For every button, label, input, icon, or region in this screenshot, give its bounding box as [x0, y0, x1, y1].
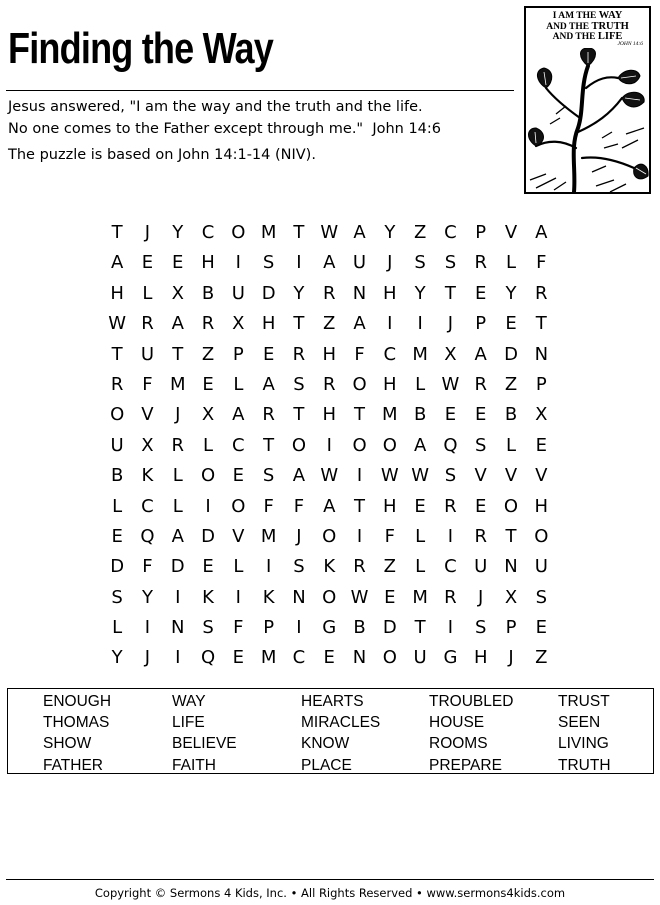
grid-letter[interactable]: I — [387, 313, 393, 335]
word-list-column — [43, 691, 111, 776]
grid-letter[interactable]: R — [110, 373, 124, 395]
grid-letter[interactable]: V — [535, 465, 548, 487]
grid-letter[interactable]: C — [292, 647, 306, 669]
grid-row — [102, 522, 556, 552]
grid-letter[interactable]: V — [141, 404, 154, 426]
grid-letter[interactable]: I — [265, 556, 272, 578]
grid-letter[interactable]: M — [260, 222, 277, 243]
grid-letter[interactable]: O — [382, 647, 397, 669]
grid-letter[interactable]: R — [322, 282, 336, 304]
grid-letter[interactable]: E — [535, 617, 547, 639]
grid-letter[interactable]: F — [142, 556, 153, 578]
grid-letter[interactable]: Z — [201, 343, 215, 365]
grid-letter[interactable]: E — [232, 647, 245, 669]
grid-letter[interactable]: S — [444, 252, 457, 274]
grid-letter[interactable]: J — [508, 647, 514, 669]
word-search-grid — [102, 218, 556, 674]
grid-letter[interactable]: I — [296, 252, 302, 274]
grid-row — [102, 461, 556, 491]
grid-letter[interactable]: Q — [443, 434, 458, 456]
grid-letter[interactable]: E — [444, 404, 457, 426]
grid-letter[interactable]: R — [474, 373, 487, 395]
grid-letter[interactable]: E — [111, 525, 123, 547]
grid-letter[interactable]: W — [320, 222, 339, 243]
page-title: Finding the Way — [8, 24, 273, 73]
grid-letter[interactable]: O — [291, 434, 307, 456]
grid-letter[interactable]: K — [202, 586, 214, 608]
grid-letter[interactable]: Y — [172, 222, 184, 243]
grid-letter[interactable]: E — [475, 282, 487, 304]
grid-letter[interactable]: F — [263, 495, 274, 517]
grid-letter[interactable]: T — [293, 313, 305, 335]
grid-letter[interactable]: H — [261, 313, 276, 335]
grid-letter[interactable]: S — [202, 617, 214, 639]
grid-letter[interactable]: T — [111, 222, 123, 243]
grid-letter[interactable]: H — [383, 495, 397, 517]
grid-letter[interactable]: S — [474, 434, 487, 456]
grid-letter[interactable]: I — [326, 434, 332, 456]
grid-row — [102, 492, 556, 522]
grid-letter[interactable]: T — [535, 313, 547, 335]
grid-letter[interactable]: C — [444, 556, 457, 578]
word-list-item: WAY — [172, 693, 206, 710]
grid-letter[interactable]: E — [232, 465, 245, 487]
grid-letter[interactable]: J — [144, 222, 151, 243]
word-list-item: SEEN — [558, 714, 601, 732]
footer-divider — [6, 879, 654, 880]
grid-letter[interactable]: X — [504, 586, 518, 608]
grid-letter[interactable]: I — [205, 495, 211, 517]
grid-letter[interactable]: I — [356, 525, 363, 547]
grid-letter[interactable]: I — [144, 617, 151, 639]
grid-letter[interactable]: R — [201, 313, 215, 335]
grid-letter[interactable]: E — [535, 434, 547, 456]
word-list-item: KNOW — [301, 735, 350, 753]
title-divider — [6, 90, 514, 91]
grid-letter[interactable]: F — [293, 495, 305, 517]
grid-letter[interactable]: A — [171, 525, 184, 547]
grid-letter[interactable]: G — [322, 617, 337, 639]
grid-letter[interactable]: M — [412, 586, 428, 608]
grid-letter[interactable]: I — [296, 617, 302, 639]
grid-letter[interactable]: L — [172, 495, 183, 517]
grid-letter[interactable]: P — [535, 373, 547, 395]
grid-letter[interactable]: O — [382, 434, 397, 456]
grid-letter[interactable]: C — [201, 222, 215, 243]
grid-letter[interactable]: X — [535, 404, 548, 426]
grid-letter[interactable]: J — [447, 313, 454, 335]
grid-letter[interactable]: V — [232, 525, 245, 547]
grid-letter[interactable]: C — [444, 222, 457, 243]
grid-letter[interactable]: W — [380, 465, 399, 487]
grid-letter[interactable]: P — [505, 617, 517, 639]
grid-letter[interactable]: K — [262, 586, 275, 608]
grid-letter[interactable]: T — [414, 617, 426, 639]
grid-letter[interactable]: A — [323, 495, 336, 517]
grid-letter[interactable]: Z — [413, 222, 427, 243]
grid-letter[interactable]: S — [262, 252, 275, 274]
grid-letter[interactable]: L — [415, 525, 426, 547]
grid-letter[interactable]: T — [354, 404, 366, 426]
grid-letter[interactable]: R — [444, 495, 457, 517]
grid-letter[interactable]: A — [262, 373, 275, 395]
grid-letter[interactable]: N — [352, 282, 367, 304]
grid-letter[interactable]: V — [504, 222, 518, 243]
grid-letter[interactable]: T — [354, 495, 366, 517]
word-list-item: BELIEVE — [172, 735, 237, 753]
grid-letter[interactable]: Y — [293, 282, 305, 304]
grid-letter[interactable]: M — [260, 525, 277, 547]
grid-letter[interactable]: T — [172, 343, 184, 365]
verse-line-1: Jesus answered, "I am the way and the truth and the life. — [8, 99, 423, 115]
logo-line2-text: AND THE — [546, 21, 592, 32]
grid-letter[interactable]: L — [142, 282, 153, 304]
grid-letter[interactable]: X — [171, 282, 184, 304]
grid-letter[interactable]: G — [443, 647, 458, 669]
grid-letter[interactable]: F — [354, 343, 365, 365]
grid-letter[interactable]: E — [323, 647, 335, 669]
grid-letter[interactable]: H — [473, 647, 488, 669]
vine-with-leaves-icon — [526, 48, 649, 192]
grid-letter[interactable]: Z — [383, 556, 396, 578]
grid-letter[interactable]: V — [504, 465, 518, 487]
grid-letter[interactable]: L — [233, 556, 244, 578]
grid-letter[interactable]: E — [384, 586, 396, 608]
grid-letter[interactable]: I — [235, 586, 241, 608]
grid-letter[interactable]: H — [534, 495, 549, 517]
grid-letter[interactable]: E — [262, 343, 275, 365]
grid-letter[interactable]: O — [534, 525, 549, 547]
grid-letter[interactable]: M — [169, 373, 186, 395]
grid-letter[interactable]: U — [534, 556, 548, 578]
grid-letter[interactable]: L — [415, 373, 426, 395]
grid-letter[interactable]: R — [322, 373, 336, 395]
grid-letter[interactable]: E — [475, 495, 487, 517]
grid-letter[interactable]: A — [413, 434, 427, 456]
grid-letter[interactable]: B — [110, 465, 124, 487]
grid-letter[interactable]: A — [535, 222, 548, 243]
grid-row — [102, 309, 556, 339]
grid-letter[interactable]: N — [171, 617, 185, 639]
grid-letter[interactable]: X — [232, 313, 245, 335]
grid-letter[interactable]: E — [475, 404, 487, 426]
grid-letter[interactable]: U — [140, 343, 155, 365]
logo-reference: JOHN 14:6 — [617, 41, 643, 47]
grid-letter[interactable]: L — [112, 617, 123, 639]
grid-letter[interactable]: T — [293, 222, 305, 243]
grid-letter[interactable]: B — [353, 617, 366, 639]
grid-row — [102, 370, 556, 400]
grid-letter[interactable]: D — [110, 556, 125, 578]
grid-letter[interactable]: Q — [200, 647, 216, 669]
grid-letter[interactable]: J — [478, 586, 484, 608]
grid-letter[interactable]: F — [384, 525, 395, 547]
grid-letter[interactable]: Q — [140, 525, 155, 547]
grid-letter[interactable]: O — [352, 373, 367, 395]
grid-letter[interactable]: I — [417, 313, 423, 335]
grid-letter[interactable]: X — [141, 434, 154, 456]
grid-letter[interactable]: R — [474, 252, 487, 274]
grid-letter[interactable]: M — [412, 343, 428, 365]
copyright-footer: Copyright © Sermons 4 Kids, Inc. • All Rights Reserved • www.sermons4kids.com — [94, 886, 566, 900]
grid-letter[interactable]: L — [172, 465, 183, 487]
grid-letter[interactable]: H — [383, 373, 397, 395]
grid-letter[interactable]: S — [444, 465, 457, 487]
grid-letter[interactable]: P — [475, 313, 487, 335]
grid-letter[interactable]: R — [353, 556, 366, 578]
grid-letter[interactable]: U — [231, 282, 245, 304]
scripture-verse — [8, 96, 441, 140]
grid-letter[interactable]: A — [474, 343, 487, 365]
grid-letter[interactable]: I — [356, 465, 363, 487]
grid-row — [102, 613, 556, 643]
logo-line2-emphasis: TRUTH — [591, 20, 629, 32]
grid-letter[interactable]: D — [261, 282, 276, 304]
grid-row — [102, 583, 556, 613]
grid-letter[interactable]: H — [201, 252, 215, 274]
word-list-column — [558, 691, 611, 776]
grid-row — [102, 552, 556, 582]
grid-letter[interactable]: R — [171, 434, 184, 456]
grid-letter[interactable]: J — [175, 404, 181, 426]
grid-letter[interactable]: O — [200, 465, 216, 487]
grid-letter[interactable]: E — [414, 495, 426, 517]
word-list-item: LIFE — [172, 714, 205, 732]
grid-letter[interactable]: R — [535, 282, 548, 304]
grid-letter[interactable]: S — [293, 373, 305, 395]
logo-line3-emphasis: LIFE — [597, 31, 623, 42]
grid-letter[interactable]: W — [441, 373, 460, 395]
grid-letter[interactable]: W — [350, 586, 369, 608]
grid-letter[interactable]: E — [505, 313, 517, 335]
grid-letter[interactable]: L — [112, 495, 123, 517]
grid-letter[interactable]: I — [447, 617, 454, 639]
grid-letter[interactable]: N — [534, 343, 549, 365]
grid-row — [102, 248, 556, 278]
word-list-item: LIVING — [558, 735, 609, 753]
grid-letter[interactable]: S — [293, 556, 305, 578]
grid-letter[interactable]: O — [231, 222, 246, 243]
word-list-item: ENOUGH — [43, 693, 112, 710]
logo-line3-text: AND THE — [552, 32, 598, 42]
grid-letter[interactable]: S — [414, 252, 426, 274]
grid-letter[interactable]: I — [235, 252, 241, 274]
grid-letter[interactable]: R — [141, 313, 154, 335]
grid-letter[interactable]: W — [320, 465, 339, 487]
grid-letter[interactable]: X — [444, 343, 457, 365]
grid-letter[interactable]: T — [293, 404, 305, 426]
grid-letter[interactable]: A — [323, 252, 336, 274]
grid-letter[interactable]: U — [474, 556, 488, 578]
grid-letter[interactable]: K — [323, 556, 336, 578]
grid-letter[interactable]: O — [231, 495, 246, 517]
logo-caption — [530, 11, 645, 43]
grid-letter[interactable]: R — [444, 586, 457, 608]
grid-letter[interactable]: O — [352, 434, 367, 456]
grid-letter[interactable]: E — [172, 252, 184, 274]
grid-row — [102, 279, 556, 309]
grid-letter[interactable]: I — [447, 525, 454, 547]
grid-letter[interactable]: B — [413, 404, 427, 426]
word-list-item: TRUST — [558, 693, 610, 710]
grid-letter[interactable]: R — [262, 404, 275, 426]
word-list-item: THOMAS — [43, 714, 110, 732]
grid-letter[interactable]: F — [233, 617, 244, 639]
grid-letter[interactable]: B — [504, 404, 518, 426]
grid-letter[interactable]: A — [292, 465, 306, 487]
word-list-item: ROOMS — [429, 735, 488, 753]
grid-letter[interactable]: D — [170, 556, 185, 578]
grid-letter[interactable]: C — [383, 343, 397, 365]
grid-letter[interactable]: T — [505, 525, 517, 547]
grid-letter[interactable]: M — [382, 404, 398, 426]
grid-letter[interactable]: Y — [505, 282, 517, 304]
grid-letter[interactable]: S — [111, 586, 123, 608]
grid-letter[interactable]: I — [175, 586, 181, 608]
grid-letter[interactable]: S — [535, 586, 548, 608]
grid-letter[interactable]: P — [263, 617, 275, 639]
grid-letter[interactable]: A — [353, 313, 366, 335]
grid-letter[interactable]: F — [142, 373, 153, 395]
way-truth-life-logo — [524, 6, 651, 194]
grid-letter[interactable]: W — [108, 313, 127, 335]
grid-letter[interactable]: Y — [414, 282, 426, 304]
grid-letter[interactable]: J — [387, 252, 393, 274]
grid-letter[interactable]: U — [413, 647, 427, 669]
grid-letter[interactable]: C — [232, 434, 245, 456]
grid-letter[interactable]: Z — [323, 313, 336, 335]
grid-letter[interactable]: B — [201, 282, 215, 304]
grid-letter[interactable]: N — [352, 647, 367, 669]
grid-letter[interactable]: T — [111, 343, 123, 365]
word-list-item: HOUSE — [429, 714, 485, 732]
grid-letter[interactable]: D — [504, 343, 518, 365]
grid-letter[interactable]: O — [322, 586, 337, 608]
grid-letter[interactable]: Y — [384, 222, 396, 243]
grid-row — [102, 431, 556, 461]
grid-letter[interactable]: L — [505, 434, 517, 456]
grid-letter[interactable]: J — [296, 525, 302, 547]
grid-letter[interactable]: Z — [535, 647, 548, 669]
grid-letter[interactable]: T — [263, 434, 275, 456]
grid-letter[interactable]: M — [260, 647, 277, 669]
grid-letter[interactable]: P — [475, 222, 487, 243]
verse-line-2: No one comes to the Father except through me." John 14:6 — [8, 121, 442, 137]
grid-letter[interactable]: A — [171, 313, 184, 335]
word-list-column — [172, 691, 237, 776]
grid-letter[interactable]: U — [352, 252, 367, 274]
word-list-box — [7, 688, 654, 774]
grid-letter[interactable]: N — [292, 586, 306, 608]
grid-letter[interactable]: E — [202, 556, 214, 578]
grid-letter[interactable]: K — [141, 465, 154, 487]
grid-letter[interactable]: E — [202, 373, 214, 395]
word-list-item: TROUBLED — [429, 693, 514, 710]
grid-letter[interactable]: I — [175, 647, 181, 669]
grid-letter[interactable]: H — [322, 343, 336, 365]
grid-letter[interactable]: C — [141, 495, 154, 517]
grid-row — [102, 218, 556, 248]
logo-line1-emphasis: WAY — [598, 10, 623, 21]
grid-letter[interactable]: Y — [111, 647, 123, 669]
grid-letter[interactable]: H — [383, 282, 397, 304]
word-list-item: FAITH — [172, 756, 216, 774]
grid-letter[interactable]: D — [382, 617, 397, 639]
word-list-item: HEARTS — [301, 693, 364, 710]
grid-letter[interactable]: O — [322, 525, 337, 547]
grid-letter[interactable]: R — [474, 525, 487, 547]
grid-letter[interactable]: X — [201, 404, 215, 426]
grid-letter[interactable]: N — [504, 556, 518, 578]
word-list-column — [429, 691, 513, 776]
grid-letter[interactable]: J — [144, 647, 151, 669]
grid-letter[interactable]: L — [505, 252, 517, 274]
grid-letter[interactable]: W — [411, 465, 430, 487]
grid-letter[interactable]: V — [474, 465, 487, 487]
word-list-column — [301, 691, 380, 776]
grid-letter[interactable]: O — [110, 404, 125, 426]
grid-letter[interactable]: A — [110, 252, 124, 274]
grid-letter[interactable]: R — [292, 343, 306, 365]
grid-letter[interactable]: Y — [141, 586, 153, 608]
word-list-item: SHOW — [43, 735, 92, 753]
grid-letter[interactable]: A — [353, 222, 366, 243]
grid-letter[interactable]: Z — [504, 373, 518, 395]
grid-letter[interactable]: E — [141, 252, 154, 274]
grid-letter[interactable]: H — [322, 404, 336, 426]
word-list-item: PREPARE — [429, 756, 502, 774]
grid-letter[interactable]: O — [503, 495, 519, 517]
grid-letter[interactable]: S — [262, 465, 275, 487]
word-list-item: MIRACLES — [301, 714, 381, 732]
grid-letter[interactable]: U — [110, 434, 124, 456]
word-list-item: PLACE — [301, 756, 352, 774]
grid-letter[interactable]: A — [232, 404, 245, 426]
grid-row — [102, 400, 556, 430]
grid-letter[interactable]: L — [415, 556, 426, 578]
grid-letter[interactable]: L — [233, 373, 244, 395]
grid-letter[interactable]: S — [474, 617, 487, 639]
word-list-item: FATHER — [43, 756, 103, 774]
grid-row — [102, 340, 556, 370]
grid-letter[interactable]: T — [444, 282, 456, 304]
grid-letter[interactable]: F — [536, 252, 547, 274]
word-list-item: TRUTH — [558, 756, 611, 774]
grid-letter[interactable]: D — [201, 525, 215, 547]
logo-line1-text: I AM THE — [552, 11, 599, 21]
grid-row — [102, 643, 556, 673]
puzzle-basis-note: The puzzle is based on John 14:1-14 (NIV). — [8, 147, 316, 163]
grid-letter[interactable]: L — [203, 434, 214, 456]
grid-letter[interactable]: P — [232, 343, 244, 365]
grid-letter[interactable]: H — [110, 282, 124, 304]
